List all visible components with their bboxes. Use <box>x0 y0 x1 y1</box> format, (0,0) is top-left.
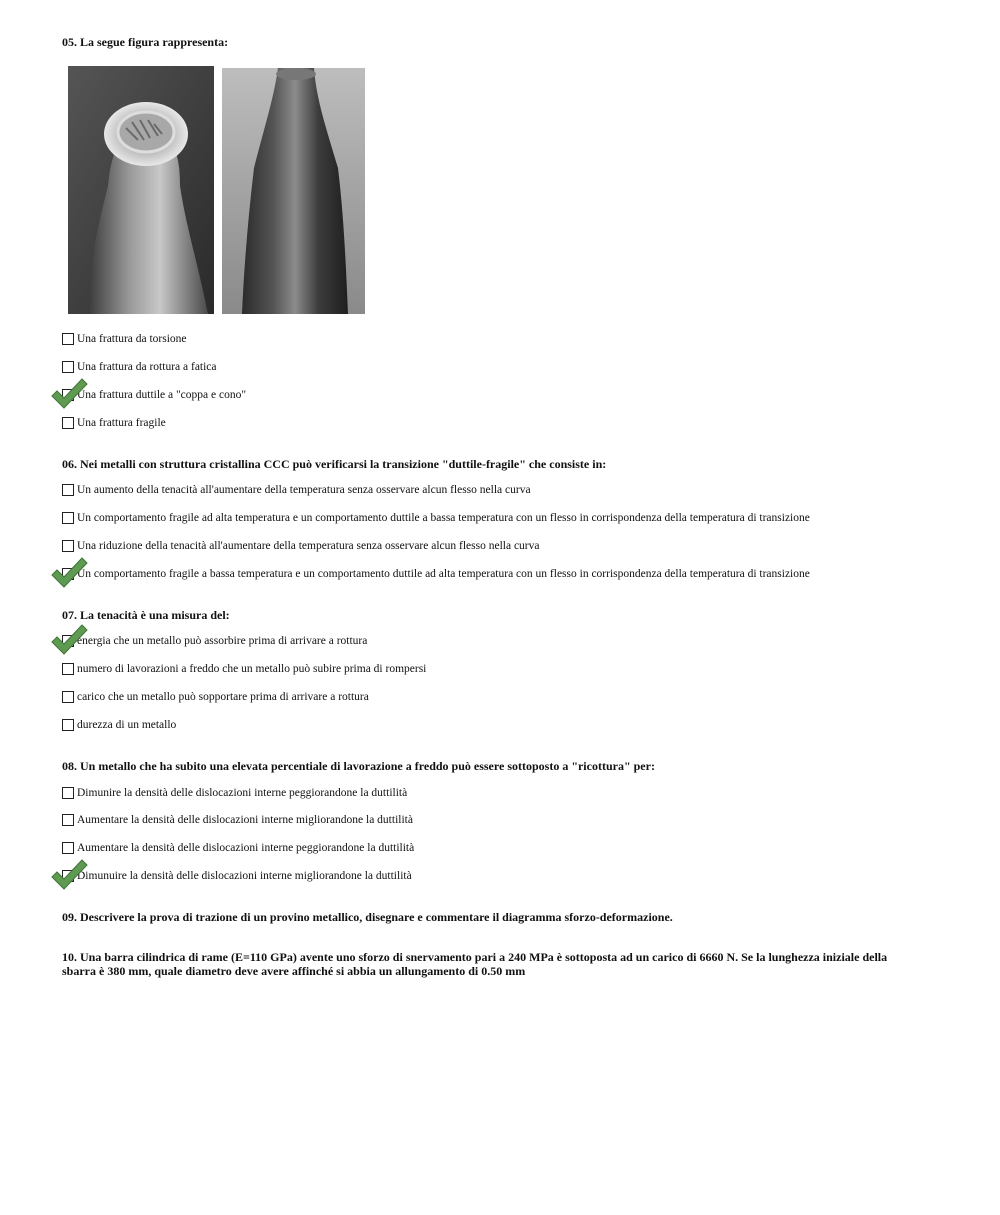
option-label: numero di lavorazioni a freddo che un metallo può subire prima di rompersi <box>77 663 427 675</box>
option-label: carico che un metallo può sopportare prima di arrivare a rottura <box>77 691 369 703</box>
q06-option-4[interactable] <box>62 566 810 582</box>
q07-option-1[interactable] <box>62 633 367 649</box>
checkbox[interactable] <box>62 691 74 703</box>
fracture-surface-photo <box>68 66 214 314</box>
option-label: Dimunuire la densità delle dislocazioni interne migliorandone la duttilità <box>77 870 412 882</box>
option-label: durezza di un metallo <box>77 719 177 731</box>
checkbox[interactable] <box>62 635 74 647</box>
q08-option-4[interactable] <box>62 868 412 884</box>
checkmark-icon <box>50 378 88 410</box>
option-label: Una frattura duttile a "coppa e cono" <box>77 389 247 401</box>
option-label: Una frattura fragile <box>77 417 166 429</box>
checkbox[interactable] <box>62 417 74 429</box>
option-label: Aumentare la densità delle dislocazioni interne peggiorandone la duttilità <box>77 842 415 854</box>
option-label: Aumentare la densità delle dislocazioni interne migliorandone la duttilità <box>77 814 413 826</box>
option-label: Una frattura da torsione <box>77 333 187 345</box>
question-07-title: 07. La tenacità è una misura del: <box>62 608 230 622</box>
q06-option-1[interactable] <box>62 482 531 498</box>
option-label: Una frattura da rottura a fatica <box>77 361 217 373</box>
checkbox[interactable] <box>62 787 74 799</box>
option-label: Un comportamento fragile ad alta temperatura e un comportamento duttile a bassa temperatura con un flesso in corrispondenza della temperatura di transizione <box>77 512 810 524</box>
checkbox[interactable] <box>62 333 74 345</box>
checkbox[interactable] <box>62 568 74 580</box>
option-label: Un aumento della tenacità all'aumentare della temperatura senza osservare alcun flesso nella curva <box>77 484 531 496</box>
checkbox[interactable] <box>62 512 74 524</box>
q06-option-3[interactable] <box>62 538 539 554</box>
option-label: Dimunire la densità delle dislocazioni interne peggiorandone la duttilità <box>77 787 408 799</box>
option-label: Una riduzione della tenacità all'aumentare della temperatura senza osservare alcun flesso nella curva <box>77 540 540 552</box>
q07-option-3[interactable] <box>62 689 369 705</box>
question-09-title: 09. Descrivere la prova di trazione di un provino metallico, disegnare e commentare il diagramma sforzo-deformazione. <box>62 910 673 924</box>
checkmark-icon <box>50 624 88 656</box>
checkbox[interactable] <box>62 719 74 731</box>
checkbox[interactable] <box>62 540 74 552</box>
option-label: Un comportamento fragile a bassa temperatura e un comportamento duttile ad alta temperatura con un flesso in corrispondenza della temperatura di transizione <box>77 568 810 580</box>
question-08-title: 08. Un metallo che ha subito una elevata percentiale di lavorazione a freddo può essere sottoposto a "ricottura" per: <box>62 759 655 773</box>
checkbox[interactable] <box>62 484 74 496</box>
checkbox[interactable] <box>62 389 74 401</box>
question-05-title: 05. La segue figura rappresenta: <box>62 35 229 49</box>
q05-option-2[interactable] <box>62 359 217 375</box>
checkbox[interactable] <box>62 870 74 882</box>
question-10-title: 10. Una barra cilindrica di rame (E=110 GPa) avente uno sforzo di snervamento pari a 240 MPa è sottoposta ad un carico di 6660 N. Se la lunghezza iniziale della sbarra è 380 mm, quale diametro deve avere affinché si abbia un allungamento di 0.50 mm <box>62 950 888 978</box>
necked-specimen-photo <box>222 68 365 314</box>
checkbox[interactable] <box>62 842 74 854</box>
question-06-title: 06. Nei metalli con struttura cristallina CCC può verificarsi la transizione "duttile-fragile" che consiste in: <box>62 457 607 471</box>
option-label: energia che un metallo può assorbire prima di arrivare a rottura <box>77 635 368 647</box>
q08-option-1[interactable] <box>62 785 407 801</box>
q08-option-3[interactable] <box>62 840 414 856</box>
checkbox[interactable] <box>62 361 74 373</box>
q08-option-2[interactable] <box>62 812 413 828</box>
q07-option-2[interactable] <box>62 661 426 677</box>
checkbox[interactable] <box>62 814 74 826</box>
checkbox[interactable] <box>62 663 74 675</box>
q06-option-2[interactable] <box>62 510 810 526</box>
q05-option-1[interactable] <box>62 331 187 347</box>
q05-option-4[interactable] <box>62 415 166 431</box>
q05-option-3[interactable] <box>62 387 246 403</box>
checkmark-icon <box>50 859 88 891</box>
checkmark-icon <box>50 557 88 589</box>
q07-option-4[interactable] <box>62 717 176 733</box>
